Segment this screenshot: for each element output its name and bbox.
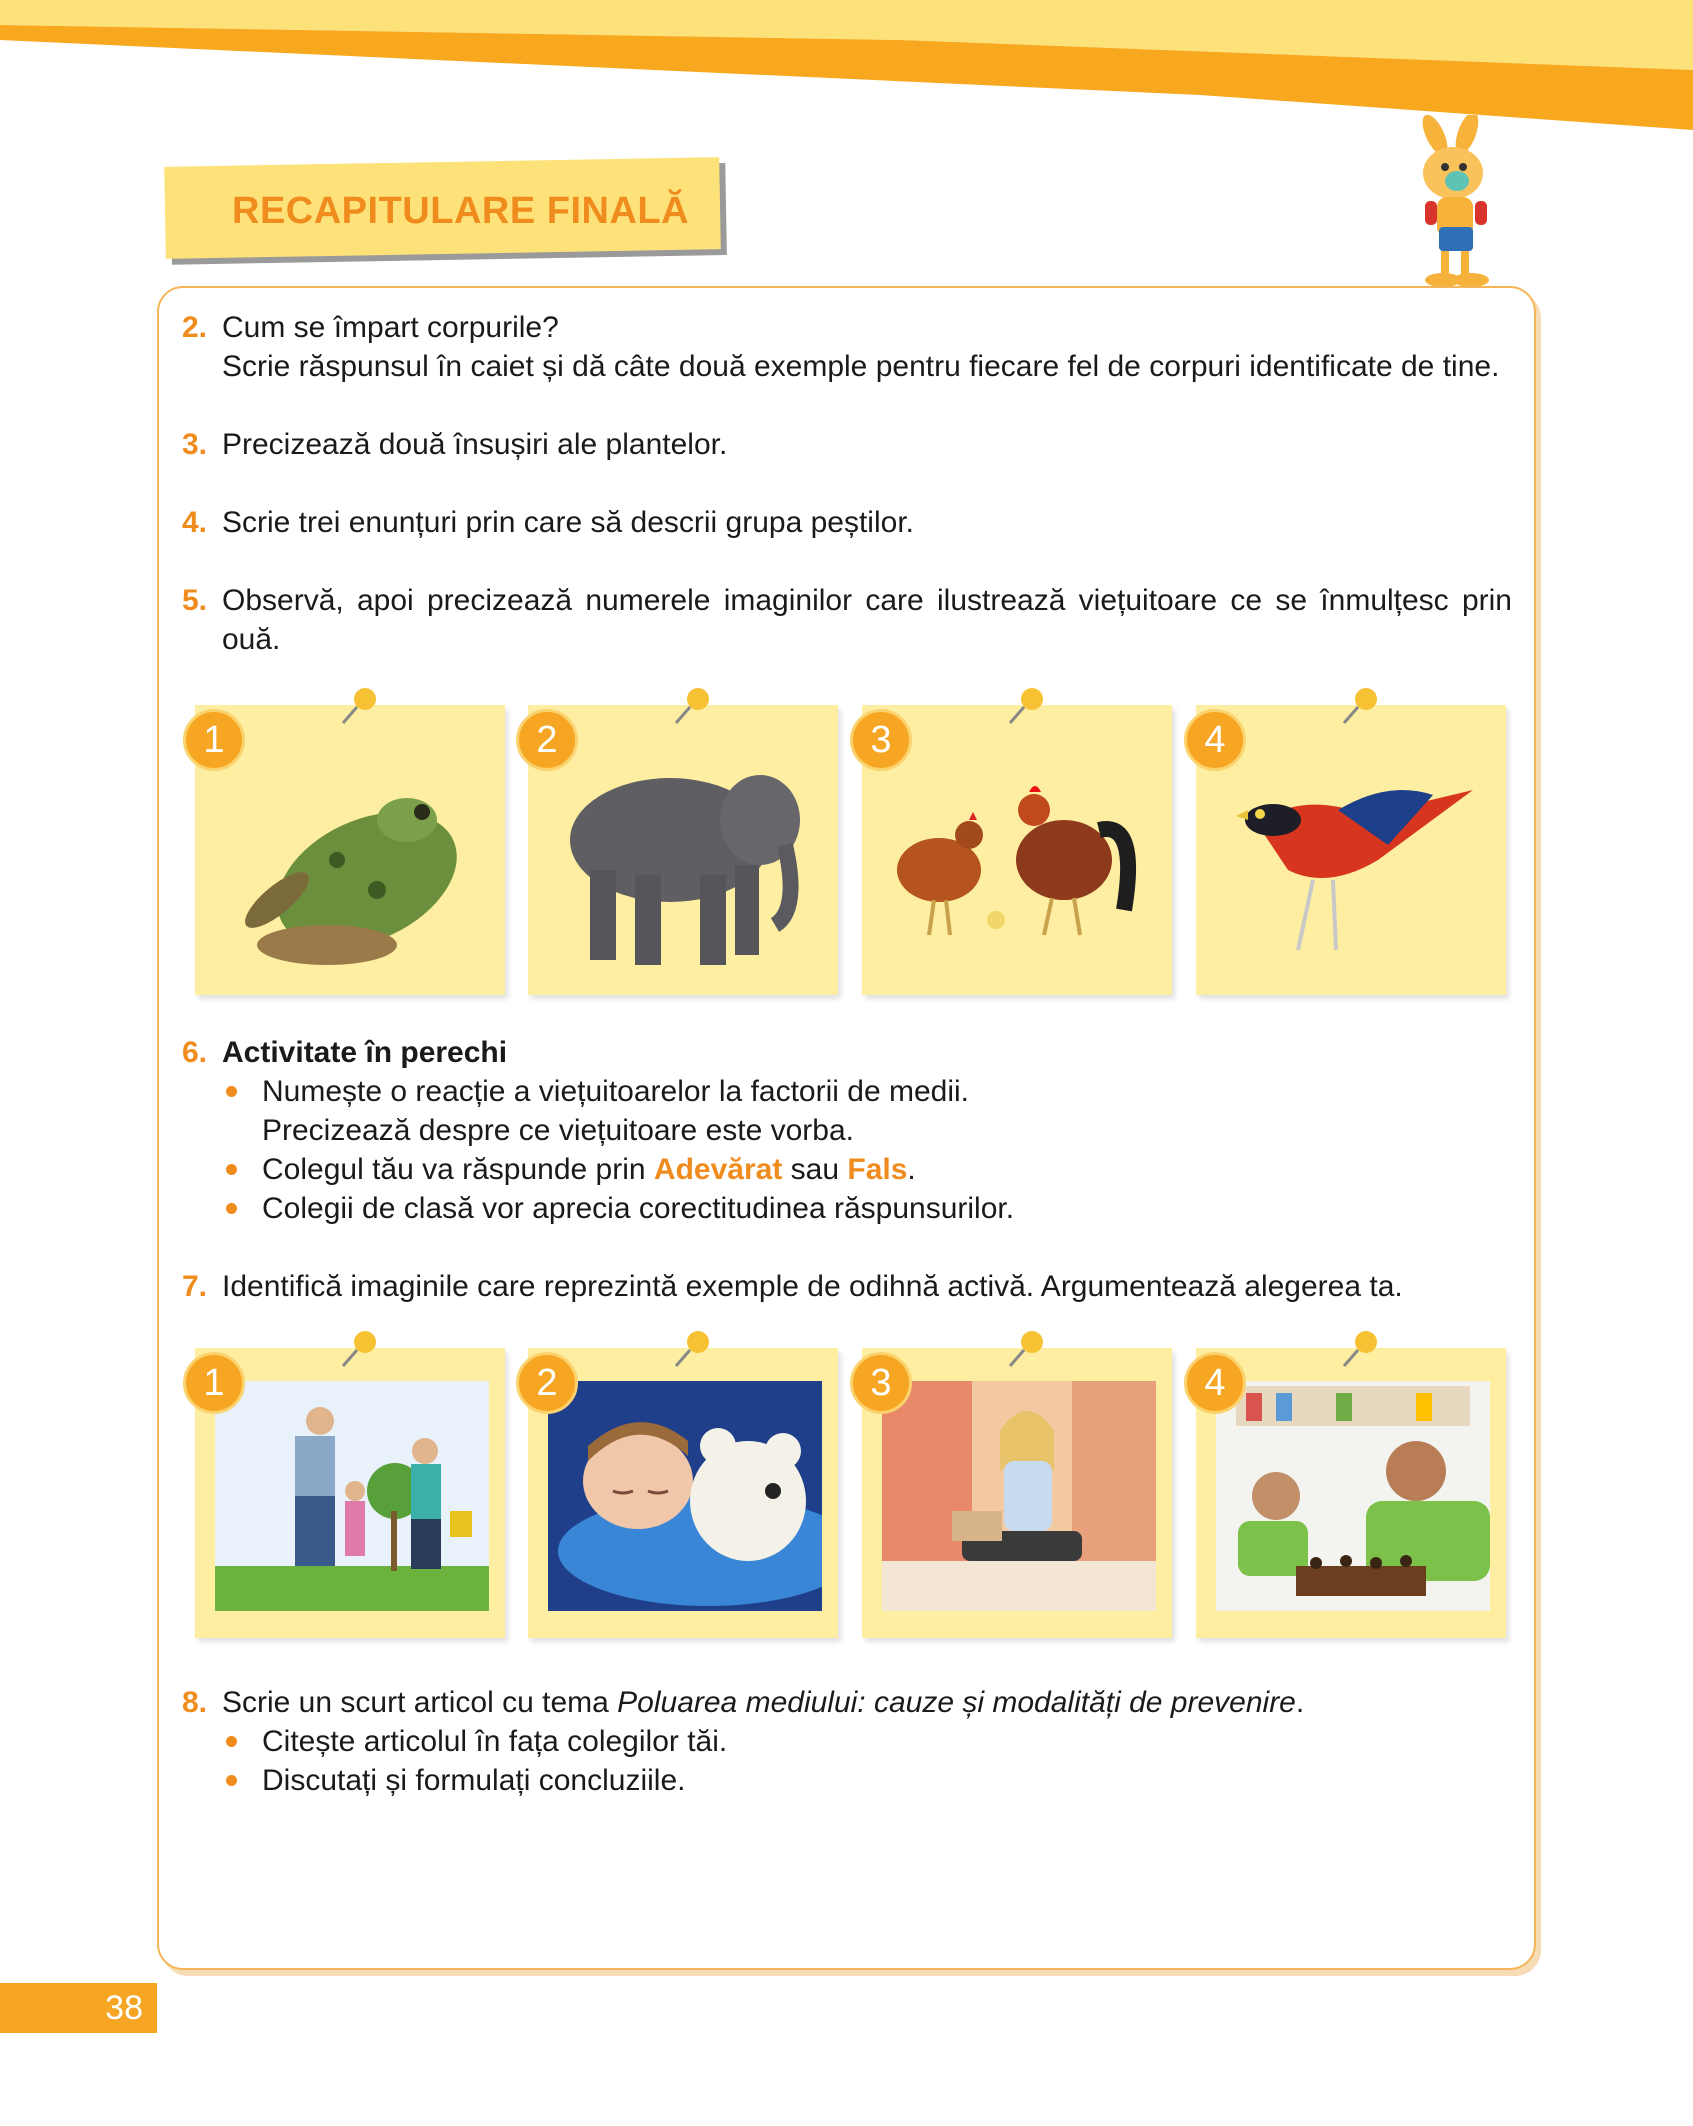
list-item: Colegul tău va răspunde prin Adevărat sau Fals. <box>222 1150 1512 1189</box>
activity-title: Activitate în perechi <box>222 1036 508 1069</box>
elephant-icon <box>550 750 816 985</box>
question-number: 5. <box>182 584 208 617</box>
pushpin-icon <box>335 683 383 731</box>
pushpin-icon <box>1336 683 1384 731</box>
pushpin-icon <box>335 1326 383 1374</box>
question-3 <box>182 425 1512 464</box>
question-text: Scrie un scurt articol cu tema Poluarea mediului: cauze și modalități de prevenire. <box>222 1686 1305 1719</box>
question-4 <box>182 503 1512 542</box>
frog-icon <box>217 750 483 985</box>
question-text: Observă, apoi precizează numerele imaginilor care ilustrează viețuitoare ce se înmulțesc prin ouă. <box>222 584 1512 656</box>
activity-card-3 <box>862 1348 1172 1638</box>
activity-card-4 <box>1196 1348 1506 1638</box>
chickens-icon <box>884 750 1150 985</box>
question-text: Scrie răspunsul în caiet și dă câte două exemple pentru fiecare fel de corpuri identificate de tine. <box>222 350 1500 383</box>
question-5 <box>182 581 1512 659</box>
pheasant-icon <box>1218 750 1484 985</box>
image-number-badge: 2 <box>516 1352 578 1414</box>
false-word: Fals <box>847 1153 908 1186</box>
rabbit-mascot-icon <box>1395 115 1515 295</box>
list-item: Discutați și formulați concluziile. <box>222 1761 1512 1800</box>
pushpin-icon <box>1002 683 1050 731</box>
activity-card-2 <box>528 1348 838 1638</box>
page-number-tab <box>0 1983 157 2033</box>
question-number: 6. <box>182 1036 208 1069</box>
chess-players-icon <box>1216 1381 1490 1611</box>
page-number: 38 <box>105 1989 143 2027</box>
image-number-badge: 2 <box>516 709 578 771</box>
list-item: Citește articolul în fața colegilor tăi. <box>222 1722 1512 1761</box>
page-title: RECAPITULARE FINALĂ <box>232 190 690 232</box>
question-number: 3. <box>182 428 208 461</box>
question-number: 7. <box>182 1270 208 1303</box>
question-number: 2. <box>182 311 208 344</box>
animal-card-3 <box>862 705 1172 995</box>
girl-reading-icon <box>882 1381 1156 1611</box>
image-number-badge: 3 <box>850 709 912 771</box>
image-number-badge: 1 <box>183 709 245 771</box>
article-topic: Poluarea mediului: cauze și modalități de prevenire <box>617 1686 1296 1719</box>
pushpin-icon <box>1002 1326 1050 1374</box>
question-6 <box>182 1033 1512 1228</box>
question-number: 4. <box>182 506 208 539</box>
question-text: Cum se împart corpurile? <box>222 311 559 344</box>
sleeping-boy-icon <box>548 1381 822 1611</box>
animal-card-1 <box>195 705 505 995</box>
animal-card-2 <box>528 705 838 995</box>
pushpin-icon <box>1336 1326 1384 1374</box>
image-number-badge: 1 <box>183 1352 245 1414</box>
question-8 <box>182 1683 1512 1800</box>
family-planting-icon <box>215 1381 489 1611</box>
question-text: Identifică imaginile care reprezintă exemple de odihnă activă. Argumentează alegerea ta. <box>222 1270 1403 1303</box>
image-number-badge: 4 <box>1184 709 1246 771</box>
image-number-badge: 4 <box>1184 1352 1246 1414</box>
question-text: Precizează două însușiri ale plantelor. <box>222 428 728 461</box>
bullet-list <box>182 1072 1512 1228</box>
list-item: Numește o reacție a viețuitoarelor la factorii de medii. Precizează despre ce viețuitoare este vorba. <box>222 1072 1512 1150</box>
animal-card-4 <box>1196 705 1506 995</box>
true-word: Adevărat <box>653 1153 783 1186</box>
image-number-badge: 3 <box>850 1352 912 1414</box>
bullet-list <box>182 1722 1512 1800</box>
question-number: 8. <box>182 1686 208 1719</box>
activity-card-1 <box>195 1348 505 1638</box>
list-item: Colegii de clasă vor aprecia corectitudinea răspunsurilor. <box>222 1189 1512 1228</box>
question-2 <box>182 308 1512 386</box>
pushpin-icon <box>668 683 716 731</box>
question-7 <box>182 1267 1512 1306</box>
pushpin-icon <box>668 1326 716 1374</box>
question-text: Scrie trei enunțuri prin care să descrii grupa peștilor. <box>222 506 914 539</box>
